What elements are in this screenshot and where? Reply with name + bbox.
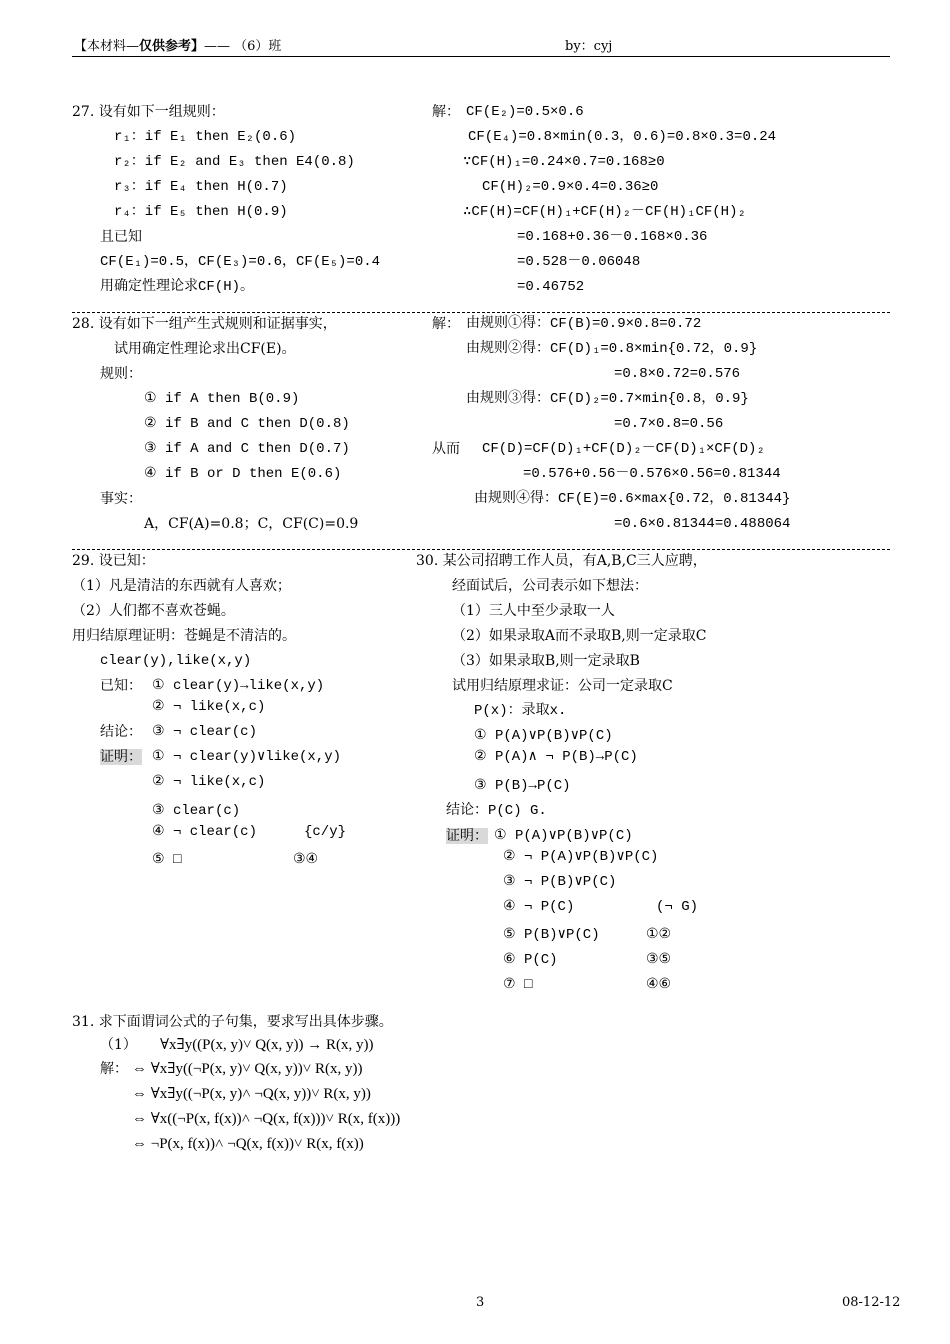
q30-proof-label-text: 证明： xyxy=(446,828,488,844)
q29-preds: clear(y),like(x,y) xyxy=(100,653,252,669)
q30-note-7: ④⑥ xyxy=(646,977,672,993)
q27-sol-3: ∵CF(H)₁=0.24×0.7=0.168≥0 xyxy=(463,154,665,170)
q30-proof-2: ② ¬ P(A)∨P(B)∨P(C) xyxy=(503,849,659,865)
q29-p1: （1）凡是清洁的东西就有人喜欢； xyxy=(72,578,291,594)
q28-title2: 试用确定性理论求出CF(E)。 xyxy=(114,341,296,357)
q30-proof-1: ① P(A)∨P(B)∨P(C) xyxy=(494,828,633,844)
q27-rule-3: r₃：if E₄ then H(0.7) xyxy=(114,179,288,195)
q28-sol-8: =0.576+0.56－0.576×0.56=0.81344 xyxy=(523,466,781,482)
q29-p2: （2）人们都不喜欢苍蝇。 xyxy=(72,603,235,619)
q30-proof-3: ③ ¬ P(B)∨P(C) xyxy=(503,874,617,890)
q27-sol-7: =0.528－0.06048 xyxy=(517,254,641,270)
q29-proof-note5: ③④ xyxy=(293,852,319,868)
q28-sol-6: 从而 xyxy=(432,441,460,457)
q27-known-label: 且已知 xyxy=(100,229,142,245)
footer-date: 08-12-12 xyxy=(842,1295,901,1310)
header-rule xyxy=(72,56,890,57)
q28-rule-4: ④ if B or D then E(0.6) xyxy=(144,466,342,482)
q27-sol-6: =0.168+0.36－0.168×0.36 xyxy=(517,229,708,245)
q28-title: 28. 设有如下一组产生式规则和证据事实， xyxy=(72,316,337,332)
q27-sol-8: =0.46752 xyxy=(517,279,585,295)
q27-rule-1: r₁：if E₁ then E₂(0.6) xyxy=(114,129,297,145)
q28-sol-4: 由规则③得：CF(D)₂=0.7×min{0.8，0.9} xyxy=(466,391,749,407)
q31-line-5: ⇔ ¬P(x, f(x))˄ ¬Q(x, f(x))˅ R(x, f(x)) xyxy=(132,1136,364,1152)
header-right: by：cyj xyxy=(565,39,613,54)
q28-rule-3: ③ if A and C then D(0.7) xyxy=(144,441,350,457)
q27-title: 27. 设有如下一组规则： xyxy=(72,104,225,120)
q29-concl-label: 结论： xyxy=(100,724,142,740)
q28-sol-3: =0.8×0.72=0.576 xyxy=(614,366,741,382)
divider-28-29 xyxy=(72,549,890,550)
q31-line-3: ⇔ ∀x∃y((¬P(x, y)˄ ¬Q(x, y))˅ R(x, y)) xyxy=(132,1086,371,1102)
q28-sol-5: =0.7×0.8=0.56 xyxy=(614,416,724,432)
q30-title: 30. 某公司招聘工作人员，有A,B,C三人应聘， xyxy=(416,553,707,569)
q29-proof-5: ⑤ □ xyxy=(152,852,182,868)
q29-proof-label-text: 证明： xyxy=(100,749,142,765)
q31-line-1: ∀x∃y((P(x, y)˅ Q(x, y)) → R(x, y)) xyxy=(160,1037,374,1053)
q29-proof-2: ② ¬ like(x,c) xyxy=(152,774,266,790)
q30-proof-5: ⑤ P(B)∨P(C) xyxy=(503,927,600,943)
q30-note-6: ③⑤ xyxy=(646,952,672,968)
q29-known-label: 已知： xyxy=(100,678,142,694)
q29-ask: 用归结原理证明：苍蝇是不清洁的。 xyxy=(72,628,296,644)
q27-sol-2: CF(E₄)=0.8×min(0.3，0.6)=0.8×0.3=0.24 xyxy=(468,129,777,145)
q30-concl: 结论：P(C) G. xyxy=(446,803,547,819)
q27-known: CF(E₁)=0.5，CF(E₃)=0.6，CF(E₅)=0.4 xyxy=(100,254,381,270)
q27-sol-1: CF(E₂)=0.5×0.6 xyxy=(466,104,584,120)
q28-sol-2: 由规则②得：CF(D)₁=0.8×min{0.72，0.9} xyxy=(466,341,758,357)
header-left-c: —— （6）班 xyxy=(204,39,282,54)
q30-l2: 经面试后，公司表示如下想法： xyxy=(452,578,648,594)
q27-rule-4: r₄：if E₅ then H(0.9) xyxy=(114,204,288,220)
q30-pred: P(x)：录取x. xyxy=(474,703,567,719)
header-left-a: 【本材料— xyxy=(74,39,140,54)
divider-27-28 xyxy=(72,312,890,313)
q27-rule-2: r₂：if E₂ and E₃ then E4(0.8) xyxy=(114,154,355,170)
q28-rule-1: ① if A then B(0.9) xyxy=(144,391,300,407)
q29-proof-1: ① ¬ clear(y)∨like(x,y) xyxy=(152,749,342,765)
header-left xyxy=(74,38,281,56)
q28-sol-label: 解： xyxy=(432,316,460,332)
q28-facts-label: 事实： xyxy=(100,491,142,507)
q30-c2: （2）如果录取A而不录取B,则一定录取C xyxy=(452,628,707,644)
q30-ask: 试用归结原理求证：公司一定录取C xyxy=(452,678,673,694)
q31-title: 31. 求下面谓词公式的子句集，要求写出具体步骤。 xyxy=(72,1014,393,1030)
q28-sol-9: 由规则④得：CF(E)=0.6×max{0.72，0.81344} xyxy=(474,491,791,507)
page-number: 3 xyxy=(476,1295,485,1310)
q28-sol-10: =0.6×0.81344=0.488064 xyxy=(614,516,791,532)
q30-note-5: ①② xyxy=(646,927,672,943)
q28-rule-2: ② if B and C then D(0.8) xyxy=(144,416,350,432)
q30-proof-6: ⑥ P(C) xyxy=(503,952,558,968)
q31-sol-label: 解： xyxy=(100,1061,128,1077)
q29-known-2: ② ¬ like(x,c) xyxy=(152,699,266,715)
q27-ask: 用确定性理论求CF(H)。 xyxy=(100,279,255,295)
q31-line-2: ⇔ ∀x∃y((¬P(x, y)˅ Q(x, y))˅ R(x, y)) xyxy=(132,1061,363,1077)
q27-sol-5: ∴CF(H)=CF(H)₁+CF(H)₂－CF(H)₁CF(H)₂ xyxy=(463,204,746,220)
q30-proof-label xyxy=(446,827,488,845)
q27-sol-4: CF(H)₂=0.9×0.4=0.36≥0 xyxy=(482,179,659,195)
q28-facts: A，CF(A)=0.8；C，CF(C)=0.9 xyxy=(144,516,359,532)
q29-proof-4: ④ ¬ clear(c) xyxy=(152,824,257,840)
q30-f1: ① P(A)∨P(B)∨P(C) xyxy=(474,728,613,744)
header-left-b: 仅供参考】 xyxy=(139,39,205,54)
q28-sol-7: CF(D)=CF(D)₁+CF(D)₂－CF(D)₁×CF(D)₂ xyxy=(482,441,765,457)
q29-proof-note4: {c/y} xyxy=(304,824,347,840)
q31-line-4: ⇔ ∀x((¬P(x, f(x))˄ ¬Q(x, f(x)))˅ R(x, f(x))) xyxy=(132,1111,401,1127)
q30-f2: ② P(A)∧ ¬ P(B)→P(C) xyxy=(474,749,638,765)
q28-sol-1: 由规则①得：CF(B)=0.9×0.8=0.72 xyxy=(466,316,702,332)
q27-sol-label: 解： xyxy=(432,104,460,120)
q30-proof-4: ④ ¬ P(C) xyxy=(503,899,575,915)
q30-c1: （1）三人中至少录取一人 xyxy=(452,603,615,619)
q29-proof-3: ③ clear(c) xyxy=(152,803,241,819)
q28-rules-label: 规则： xyxy=(100,366,142,382)
q29-proof-label xyxy=(100,748,142,766)
q30-note-4: (¬ G) xyxy=(656,899,699,915)
q29-known-1: ① clear(y)→like(x,y) xyxy=(152,678,325,694)
q31-f1-label: （1） xyxy=(100,1037,137,1053)
q30-proof-7: ⑦ □ xyxy=(503,977,533,993)
q30-f3: ③ P(B)→P(C) xyxy=(474,778,571,794)
q30-c3: （3）如果录取B,则一定录取B xyxy=(452,653,640,669)
q29-concl: ③ ¬ clear(c) xyxy=(152,724,257,740)
q29-title: 29. 设已知： xyxy=(72,553,155,569)
